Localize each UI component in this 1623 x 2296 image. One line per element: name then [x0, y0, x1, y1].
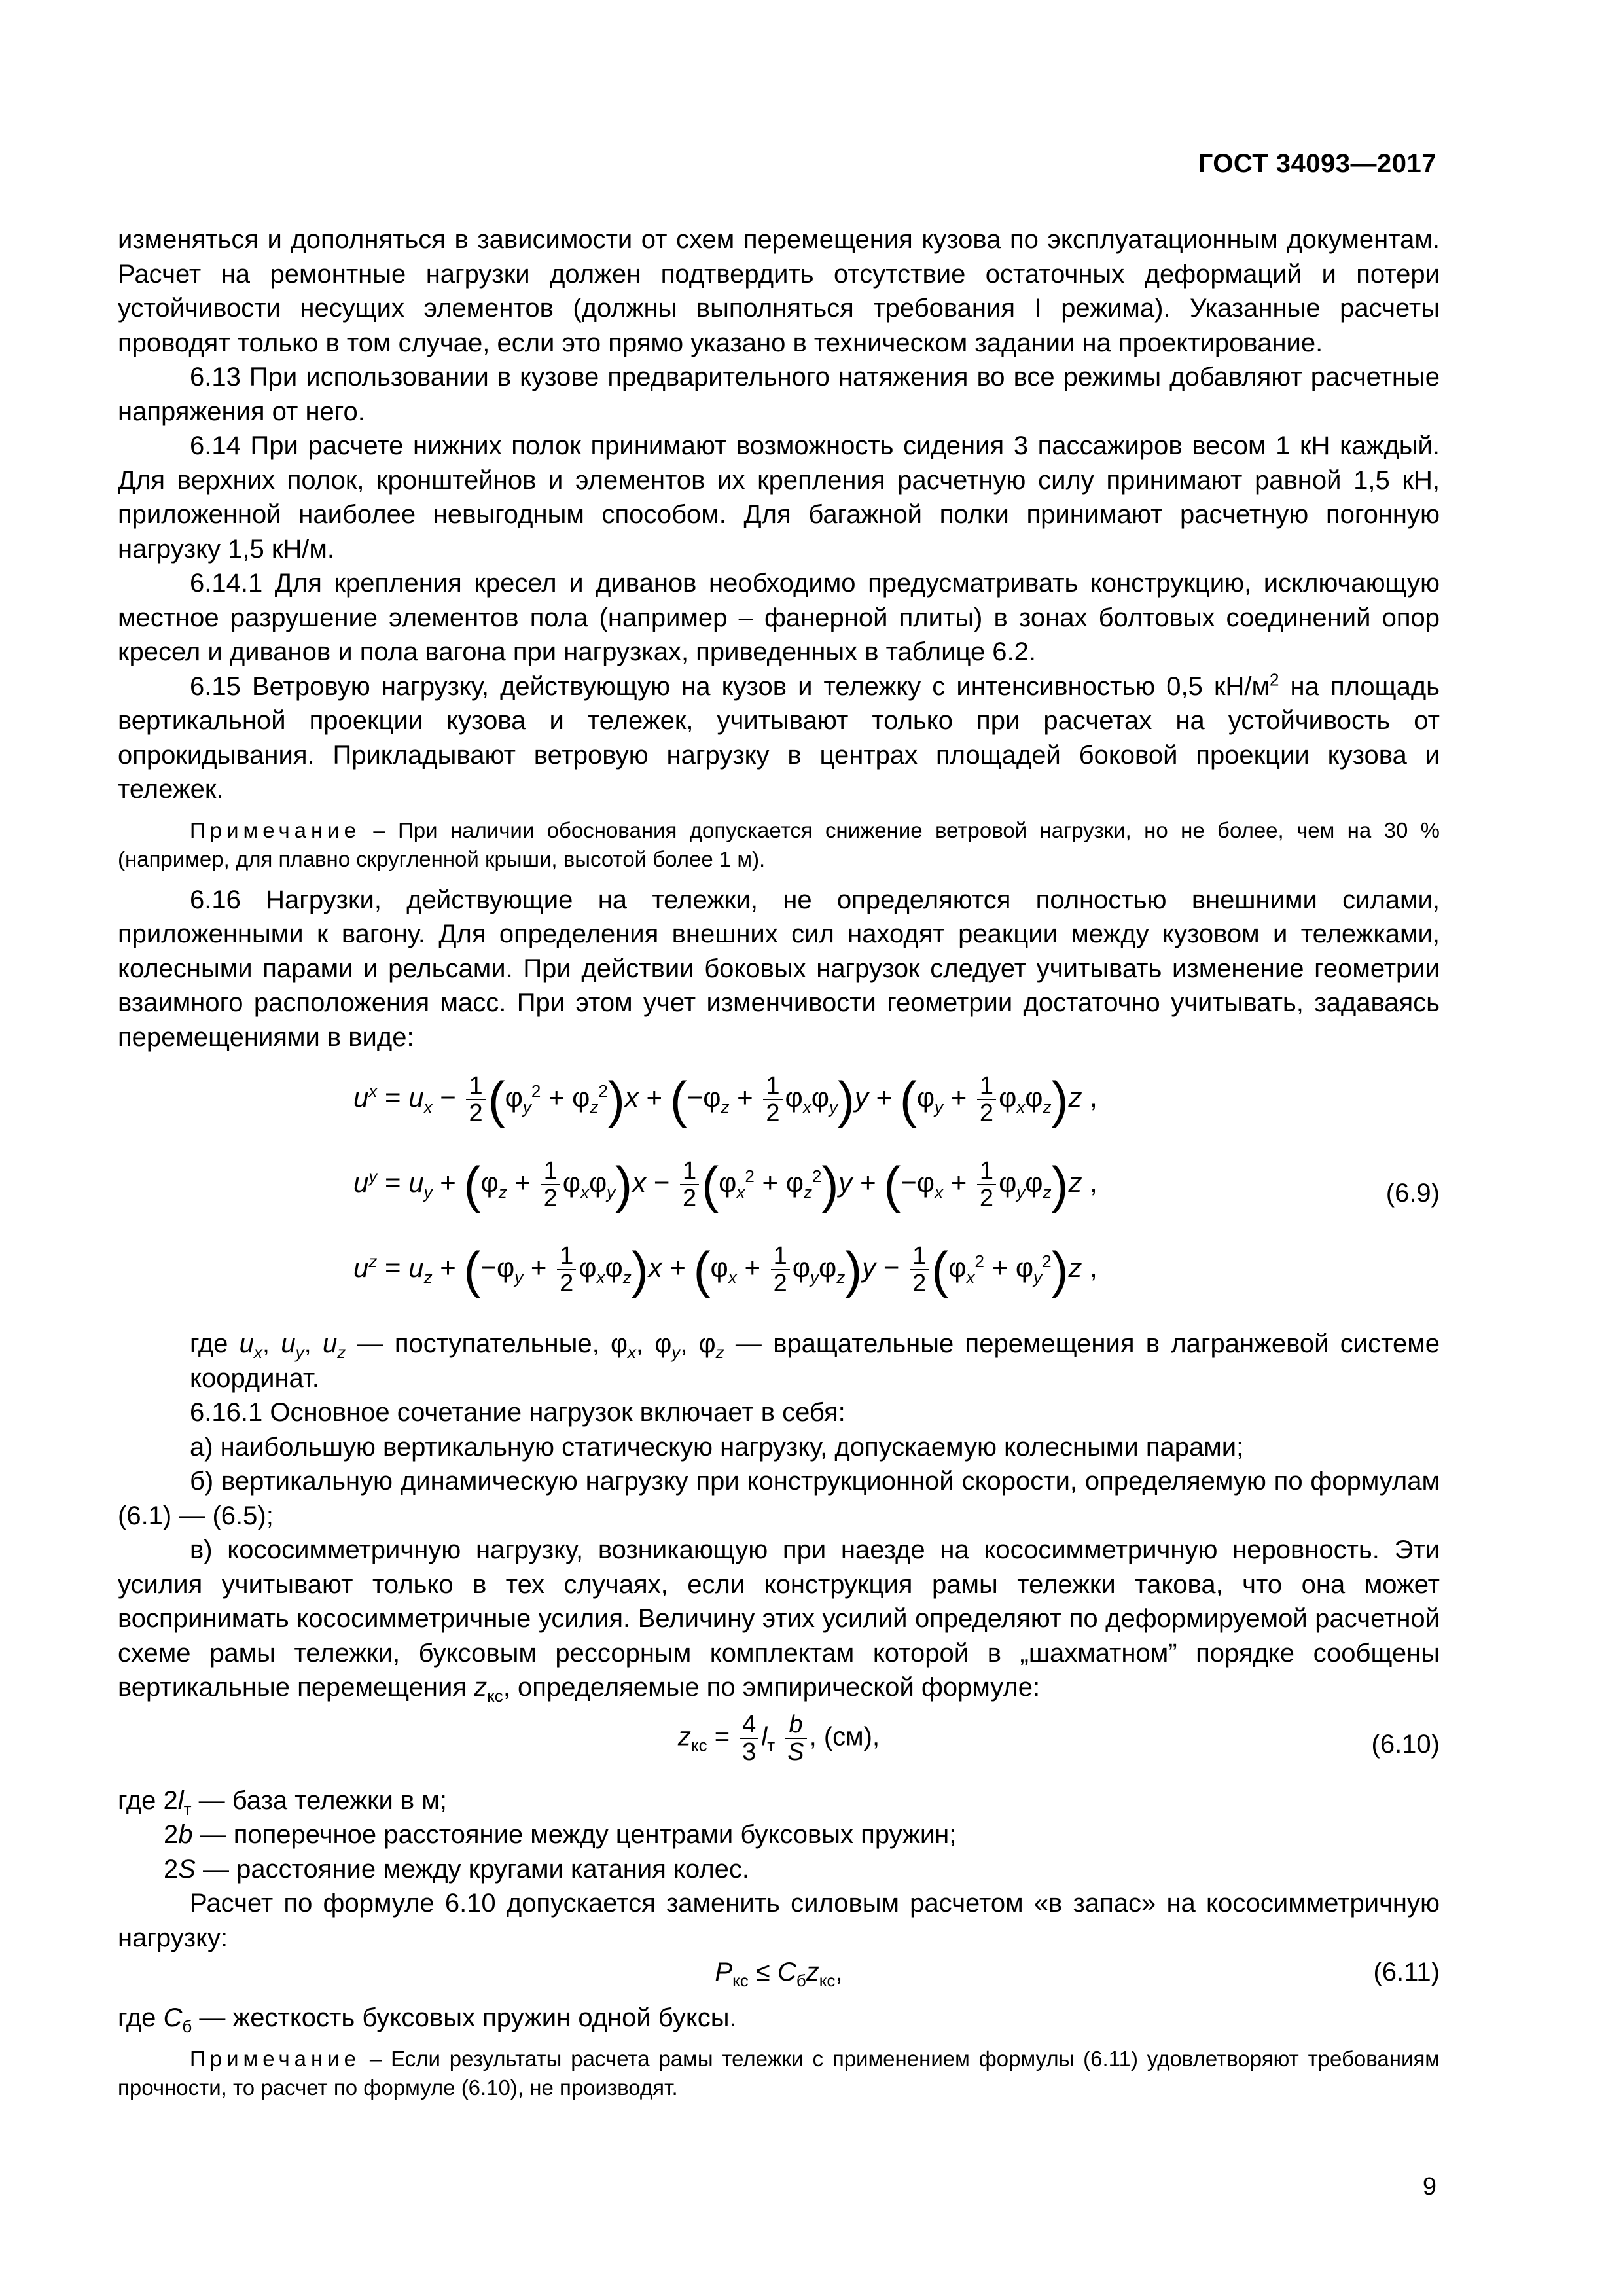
where-6-9-a: где [190, 1329, 240, 1358]
note-label: Примечание [190, 2046, 361, 2071]
paragraph-continuation: изменяться и дополняться в зависимости от схем перемещения кузова по эксплуатационным документам. Расчет на ремонтные нагрузки должен подтвердить отсутствие остаточных деформаций и потери устойчивости несущих элементов (должны выполняться требования I режима). Указанные расчеты проводят только в том случае, если это прямо указано в техническом задании на проектирование. [118, 225, 1440, 357]
equation-number-6-11: (6.11) [1373, 1958, 1440, 1986]
clause-6-13: 6.13 При использовании в кузове предварительного натяжения во все режимы добавляют расчетные напряжения от него. [118, 363, 1440, 426]
clause-6-15-text-b: на площадь вертикальной проекции кузова и тележек, учитывают только при расчетах на устойчивость от опрокидывания. Прикладывают ветровую нагрузку в центрах площадей боковой проекции кузова и тележек. [118, 672, 1440, 804]
note-label: Примечание [190, 817, 361, 842]
equation-number-6-9: (6.9) [1385, 1179, 1440, 1208]
where-6-10-text-3: — расстояние между кругами катания колес. [195, 1854, 750, 1884]
page-body [118, 223, 1440, 2111]
clause-6-15-text-a: 6.15 Ветровую нагрузку, действующую на кузов и тележку с интенсивностью 0,5 кН/м [190, 672, 1270, 701]
where-6-10-text-2: — поперечное расстояние между центрами буксовых пружин; [192, 1820, 957, 1849]
item-b: б) вертикальную динамическую нагрузку при конструкционной скорости, определяемую по формулам (6.1) — (6.5); [118, 1467, 1440, 1530]
note-wind [118, 816, 1440, 874]
where-6-10-line-2: 2b — поперечное расстояние между центрами буксовых пружин; [164, 1820, 957, 1849]
paragraph-calc: Расчет по формуле 6.10 допускается заменить силовым расчетом «в запас» на кососимметричную нагрузку: [118, 1889, 1440, 1952]
note-text: – Если результаты расчета рамы тележки с применением формулы (6.11) удовлетворяют требованиям прочности, то расчет по формуле (6.10), не производят. [118, 2046, 1440, 2100]
equation-number-6-10: (6.10) [1371, 1729, 1440, 1759]
item-v-text-a: в) кососимметричную нагрузку, возникающую при наезде на кососимметричную неровность. Эти усилия учитывают только в тех случаях, если конструкция рамы тележки такова, что она может воспринимать кососимметричные усилия. Величину этих усилий определяют по деформируемой расчетной схеме рамы тележки, буксовым рессорным комплектам которой в „шахматном” порядке сообщены вертикальные перемещения [118, 1535, 1440, 1702]
where-6-10-text-1: — база тележки в м; [191, 1785, 447, 1815]
equation-ux: $u^x = u_x$ − $\frac{1}{2}$ $(\varphi_y^2 + \varphi_z^2)x + (-\varphi_z$ + $\frac{1}{2}$ $\varphi_x\varphi_y)y + (\varphi_y$ + $\frac{1}{2}$ $\varphi_x\varphi_z)z$ , [353, 1071, 1097, 1128]
page-number: 9 [1422, 2173, 1436, 2200]
clause-6-14: 6.14 При расчете нижних полок принимают возможность сидения 3 пассажиров весом 1 кН каждый. Для верхних полок, кронштейнов и элементов их крепления расчетную силу принимают равной 1,5 кН, приложенной наиболее невыгодным способом. Для багажной полки принимают расчетную погонную нагрузку 1,5 кН/м. [118, 431, 1440, 564]
clause-6-14-1: 6.14.1 Для крепления кресел и диванов необходимо предусматривать конструкцию, исключающую местное разрушение элементов пола (например – фанерной плиты) в зонах болтовых соединений опор кресел и диванов и пола вагона при нагрузках, приведенных в таблице 6.2. [118, 569, 1440, 666]
where-6-9-b: — поступательные, [346, 1329, 611, 1358]
clause-6-16-1: 6.16.1 Основное сочетание нагрузок включает в себя: [190, 1398, 846, 1427]
equation-6-10 [118, 1712, 1440, 1777]
where-6-11: где $C_б$ — жесткость буксовых пружин одной буксы. [118, 2003, 737, 2036]
where-6-9: где $u_x$, $u_y$, $u_z$ — поступательные, $\varphi_x$, $\varphi_y$, $\varphi_z$ — вращательные перемещения в лагранжевой системе координат. [190, 1329, 1440, 1393]
where-6-11-text: — жесткость буксовых пружин одной буксы. [192, 2003, 737, 2032]
equation-6-9 [118, 1066, 1440, 1321]
equation-6-11-body: $P_{кс} \le C_бz_{кс}$, [715, 1958, 843, 1990]
where-6-10-line-3: 2S — расстояние между кругами катания колес. [164, 1854, 750, 1884]
equation-uz: $u^z = u_z + (-\varphi_y$ + $\frac{1}{2}$ $\varphi_x\varphi_z)x + (\varphi_x$ + $\frac{1}{2}$ $\varphi_y\varphi_z)y$ − $\frac{1}{2}$ $(\varphi_x^2 + \varphi_y^2)z$ , [353, 1241, 1097, 1299]
clause-6-15-sup: 2 [1269, 670, 1279, 690]
item-v: в) кососимметричную нагрузку, возникающую при наезде на кососимметричную неровность. Эти усилия учитывают только в тех случаях, если конструкция рамы тележки такова, что она может воспринимать кососимметричные усилия. Величину этих усилий определяют по деформируемой расчетной схеме рамы тележки, буксовым рессорным комплектам которой в „шахматном” порядке сообщены вертикальные перемещения $z_{кс}$, определяемые по эмпирической формуле: [118, 1535, 1440, 1706]
item-v-text-b: , определяемые по эмпирической формуле: [503, 1673, 1041, 1702]
note-text: – При наличии обоснования допускается снижение ветровой нагрузки, но не более, чем на 30 % (например, для плавно скругленной крыши, высотой более 1 м). [118, 817, 1440, 871]
equation-6-11 [118, 1955, 1440, 2001]
standard-header: ГОСТ 34093—2017 [1198, 149, 1436, 178]
equation-uy: $u^y = u_y + (\varphi_z$ + $\frac{1}{2}$ $\varphi_x\varphi_y)x$ − $\frac{1}{2}$ $(\varphi_x^2 + \varphi_z^2)y + (-\varphi_x$ + $\frac{1}{2}$ $\varphi_y\varphi_z)z$ , [353, 1156, 1097, 1213]
equation-6-10-unit: , (см), [809, 1722, 880, 1751]
item-a: а) наибольшую вертикальную статическую нагрузку, допускаемую колесными парами; [190, 1432, 1244, 1462]
note-frame [118, 2045, 1440, 2102]
clause-6-16: 6.16 Нагрузки, действующие на тележки, не определяются полностью внешними силами, приложенными к вагону. Для определения внешних сил находят реакции между кузовом и тележками, колесными парами и рельсами. При действии боковых нагрузок следует учитывать изменение геометрии взаимного расположения масс. При этом учет изменчивости геометрии достаточно учитывать, задаваясь перемещениями в виде: [118, 885, 1440, 1052]
clause-6-15 [118, 670, 1440, 807]
where-6-9-c: — вращательные перемещения в лагранжевой системе координат. [190, 1329, 1440, 1393]
equation-6-10-body: $z_{кс}$ = $\frac{4}{3}$ $l_т$ $\frac{b}{S}$ , (см), [677, 1710, 880, 1766]
where-6-10-line-1: где $2l_т$ — база тележки в м; [118, 1785, 447, 1819]
